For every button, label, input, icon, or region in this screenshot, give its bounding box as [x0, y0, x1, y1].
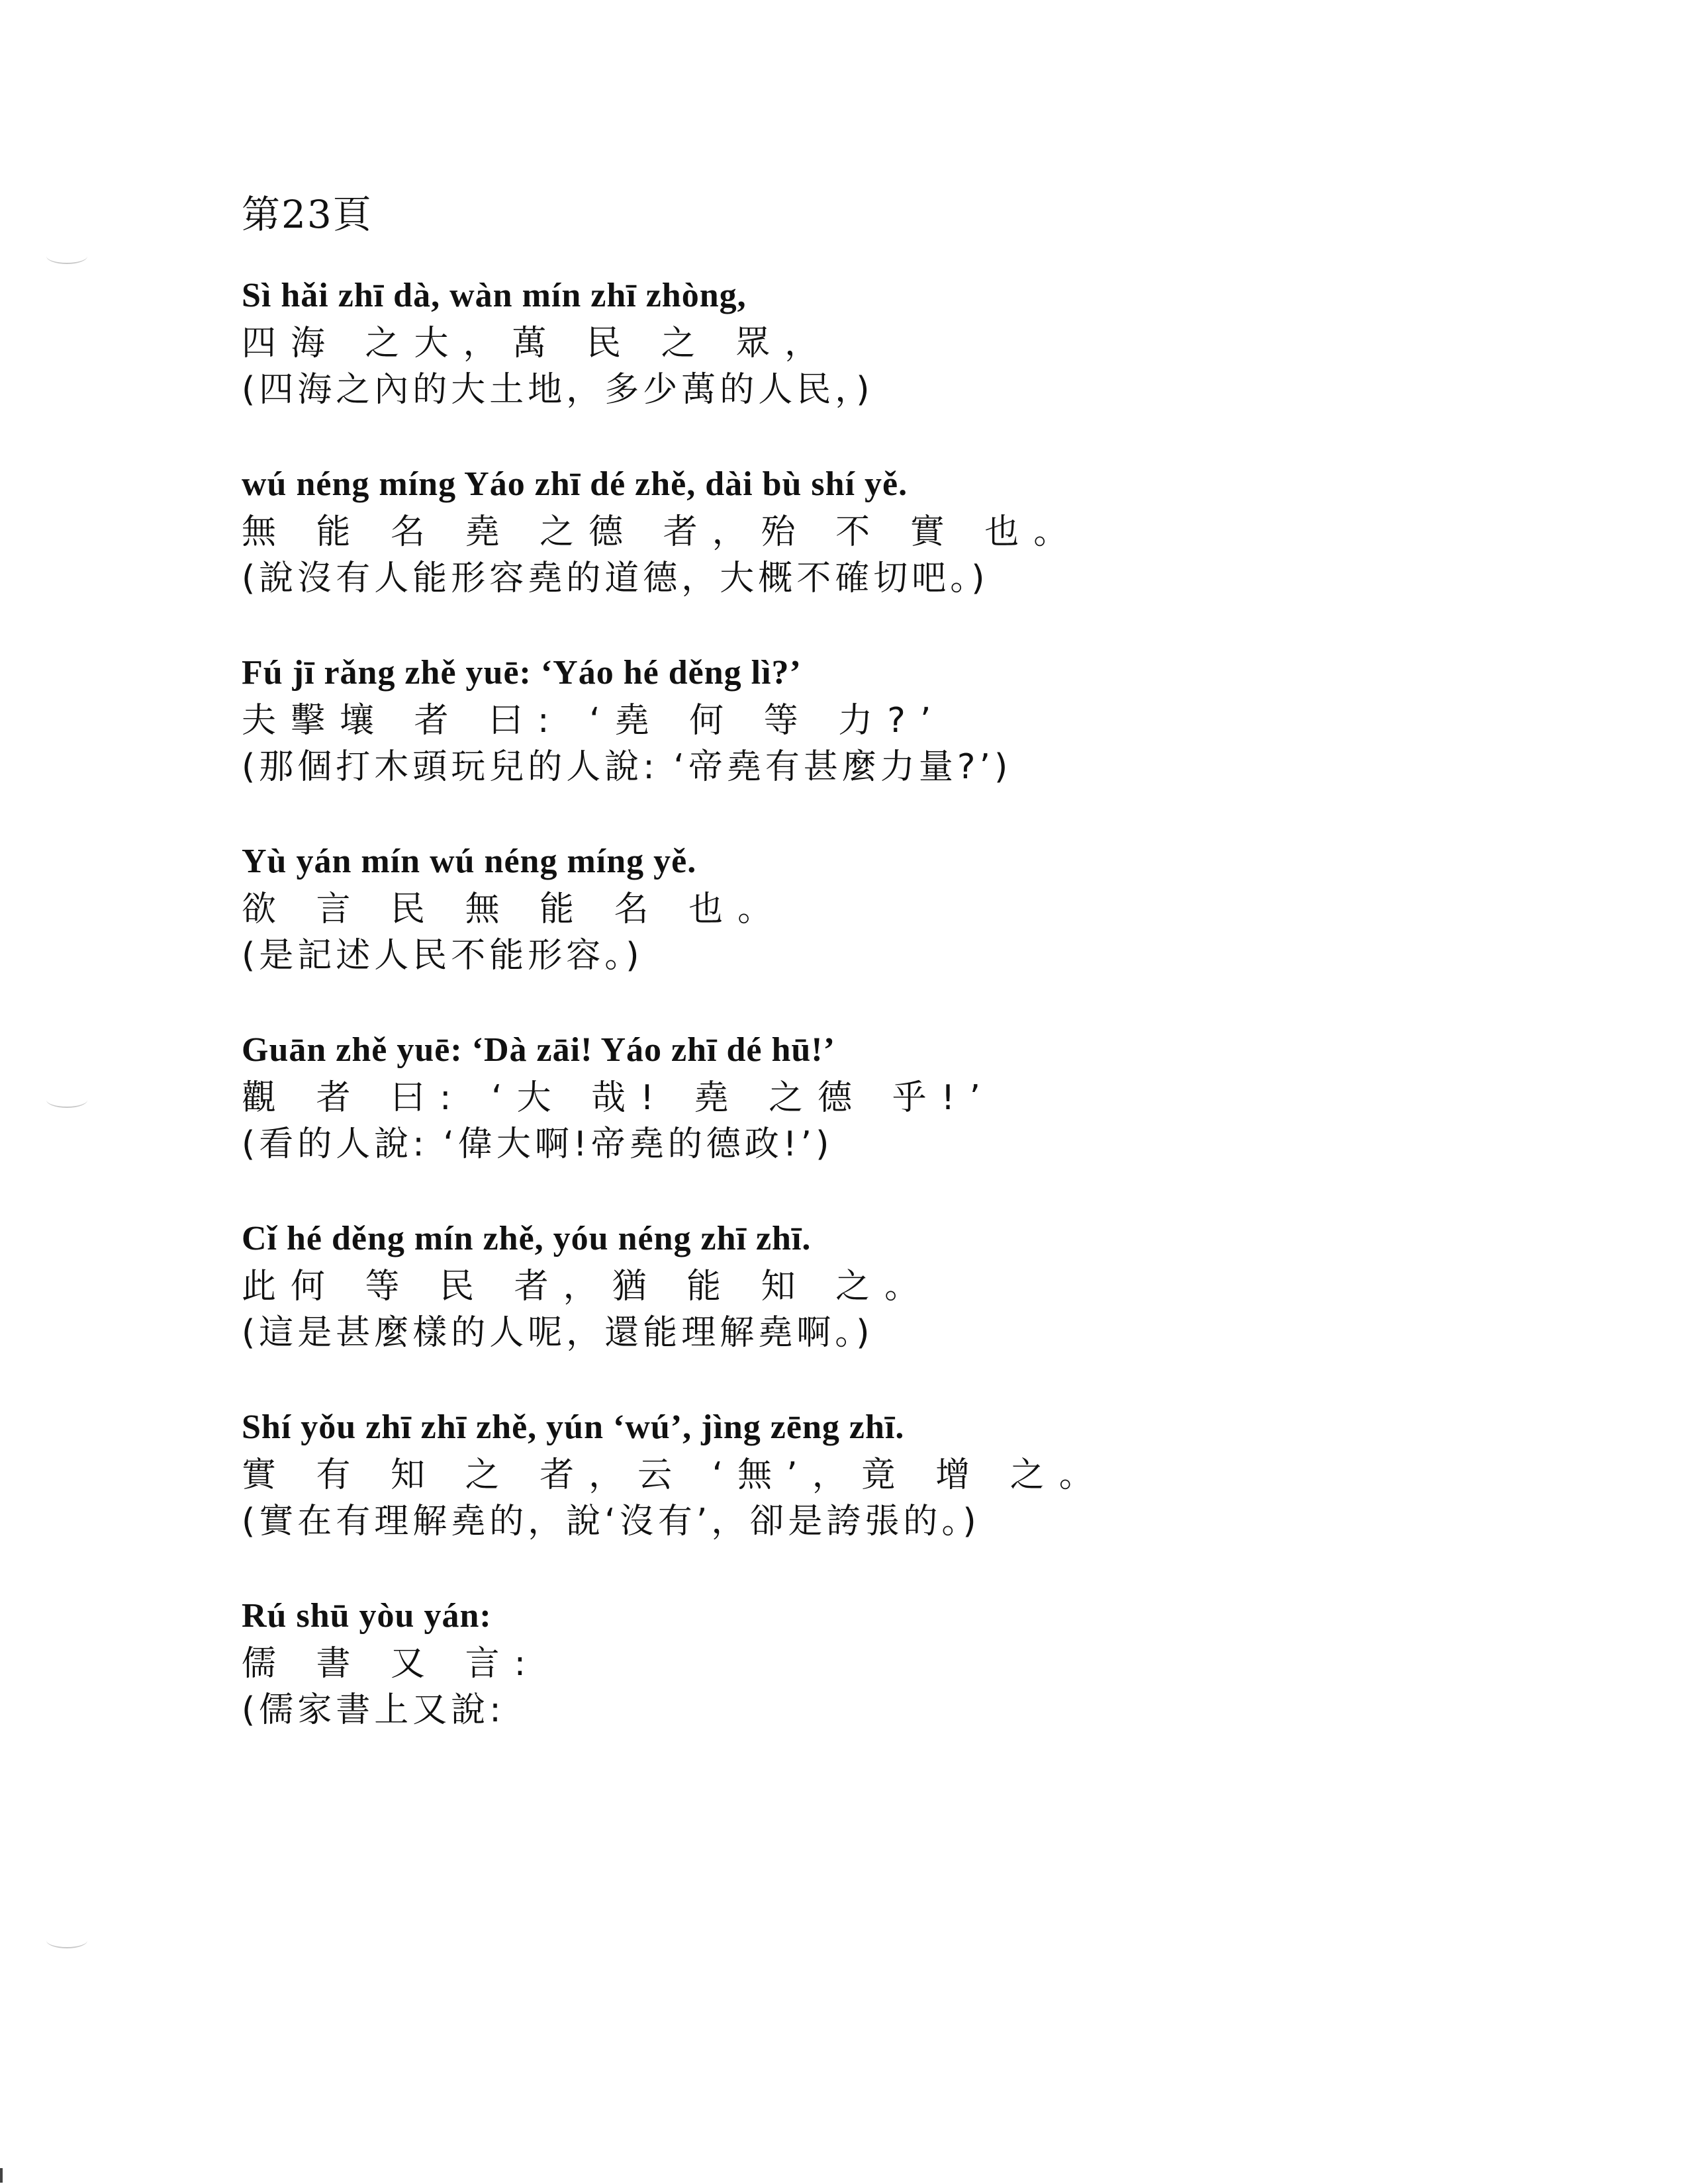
verse-block — [242, 837, 1466, 979]
verse-block — [242, 460, 1466, 602]
binder-hole-mark — [46, 1092, 87, 1108]
classical-chinese-line: 觀 者 曰: ‘大 哉! 堯 之德 乎!’ — [242, 1078, 995, 1118]
modern-translation-line: (那個打木頭玩兒的人說: ‘帝堯有甚麼力量?’) — [242, 747, 1012, 787]
scan-edge-mark — [0, 2168, 3, 2183]
modern-translation-line: (是記述人民不能形容。) — [242, 936, 643, 976]
classical-chinese-line: 儒 書 又 言: — [242, 1644, 541, 1684]
classical-chinese-line: 夫擊壤 者 曰: ‘堯 何 等 力?’ — [242, 701, 946, 741]
classical-chinese-line: 四海 之大，萬 民 之 眾， — [242, 324, 834, 363]
modern-translation-line: (四海之內的大土地，多少萬的人民，) — [242, 370, 874, 410]
pinyin-line: Yù yán mín wú néng míng yě. — [242, 842, 697, 880]
pinyin-line: Fú jī rǎng zhě yuē: ‘Yáo hé děng lì?’ — [242, 654, 802, 692]
classical-chinese-line: 此何 等 民 者，猶 能 知 之。 — [242, 1267, 934, 1306]
binder-hole-mark — [46, 1933, 87, 1948]
verse-block — [242, 1592, 1466, 1733]
verse-block — [242, 649, 1466, 790]
modern-translation-line: (這是甚麼樣的人呢，還能理解堯啊。) — [242, 1313, 874, 1353]
modern-translation-line: (實在有理解堯的，說‘沒有’，卻是誇張的。) — [242, 1502, 980, 1541]
classical-chinese-line: 實 有 知 之 者，云 ‘無’，竟 增 之。 — [242, 1455, 1108, 1495]
verse-block — [242, 1026, 1466, 1167]
pinyin-line: Rú shū yòu yán: — [242, 1597, 492, 1635]
verse-block — [242, 271, 1466, 413]
pinyin-line: Sì hǎi zhī dà, wàn mín zhī zhòng, — [242, 277, 747, 314]
modern-translation-line: (看的人說: ‘偉大啊!帝堯的德政!’) — [242, 1124, 833, 1164]
binder-hole-mark — [46, 248, 87, 264]
pinyin-line: Guān zhě yuē: ‘Dà zāi! Yáo zhī dé hū!’ — [242, 1031, 835, 1069]
modern-translation-line: (說沒有人能形容堯的道德，大概不確切吧。) — [242, 559, 989, 598]
classical-chinese-line: 欲 言 民 無 能 名 也。 — [242, 889, 787, 929]
pinyin-line: Cǐ hé děng mín zhě, yóu néng zhī zhī. — [242, 1220, 812, 1257]
verse-block — [242, 1214, 1466, 1356]
pinyin-line: wú néng míng Yáo zhī dé zhě, dài bù shí yě. — [242, 465, 908, 503]
verse-block — [242, 1403, 1466, 1545]
page-number: 第23頁 — [242, 192, 373, 237]
pinyin-line: Shí yǒu zhī zhī zhě, yún ‘wú’, jìng zēng zhī. — [242, 1408, 905, 1446]
classical-chinese-line: 無 能 名 堯 之德 者，殆 不 實 也。 — [242, 512, 1083, 552]
modern-translation-line: (儒家書上又說: — [242, 1690, 505, 1730]
